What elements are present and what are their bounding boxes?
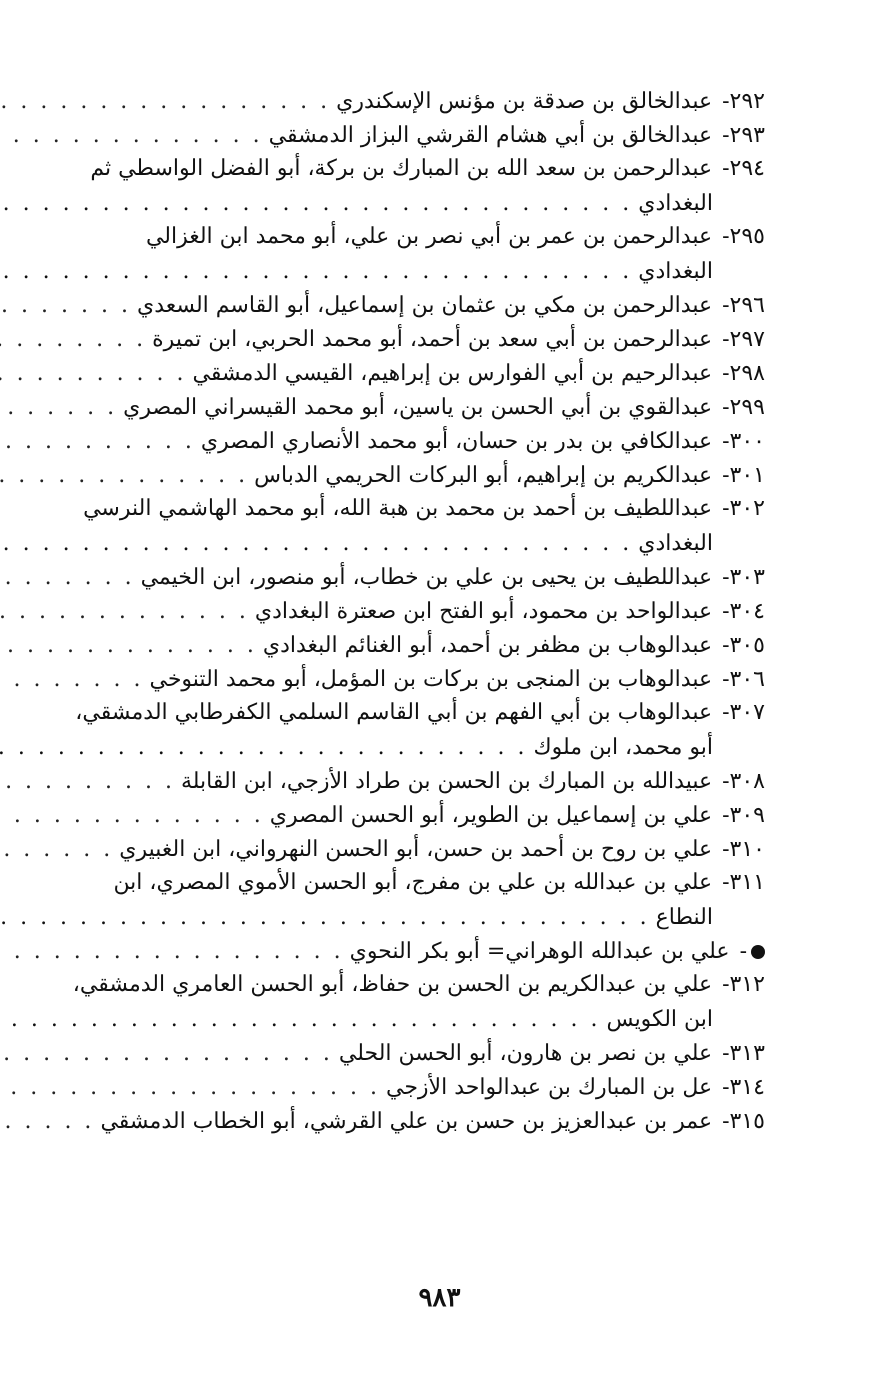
- entry-number: ٢٩٥-: [722, 224, 765, 249]
- entry-title: عبدالقوي بن أبي الحسن بن ياسين، أبو محمد القيسراني المصري: [123, 395, 713, 420]
- toc-entry: [83, 492, 765, 526]
- entry-number: ٣٠٢-: [722, 496, 765, 521]
- toc-entry: [100, 322, 765, 356]
- entry-title: عبيدالله بن المبارك بن الحسن بن طراد الأزجي، ابن القابلة: [180, 769, 713, 794]
- entry-title-continuation: النطاع: [655, 905, 713, 930]
- toc-entry: [100, 220, 765, 254]
- toc-entry: [72, 968, 765, 1002]
- toc-entry: [100, 84, 765, 118]
- leader-dots: [0, 425, 195, 459]
- entry-title: علي بن عبدالله الوهراني= أبو بكر النحوي: [349, 939, 730, 964]
- toc-entry: [100, 118, 765, 152]
- toc-entry: [100, 390, 765, 424]
- leader-dots: [0, 833, 113, 867]
- leader-dots: [0, 799, 264, 833]
- entry-title: عبدالرحمن بن عمر بن أبي نصر بن علي، أبو محمد ابن الغزالي: [145, 224, 713, 249]
- entry-title: علي بن روح بن أحمد بن حسن، أبو الحسن النهرواني، ابن الغبيري: [119, 837, 713, 862]
- toc-entry: [100, 628, 765, 662]
- entry-title: عبدالرحمن بن أبي سعد بن أحمد، أبو محمد الحربي، ابن تميرة: [152, 327, 713, 352]
- entry-title: عبدالكريم بن إبراهيم، أبو البركات الحريمي الدباس: [254, 463, 713, 488]
- entry-title: عبدالكافي بن بدر بن حسان، أبو محمد الأنصاري المصري: [200, 429, 713, 454]
- entry-number: ٣١٣-: [722, 1041, 765, 1066]
- toc-entry-continuation: [100, 254, 765, 288]
- toc-entry-continuation: [100, 526, 765, 560]
- leader-dots: [0, 459, 248, 493]
- toc-entry: [100, 288, 765, 322]
- toc-entry: [100, 1104, 765, 1138]
- toc-entry-continuation: [100, 1002, 765, 1036]
- entry-number: ٣١٠-: [722, 837, 765, 862]
- entry-number: ٣٠٩-: [722, 803, 765, 828]
- entry-number: ٢٩٩-: [722, 395, 765, 420]
- toc-entry-continuation: [100, 900, 765, 934]
- entry-number: ٣٠٤-: [722, 599, 765, 624]
- toc-entry: [100, 832, 765, 866]
- toc-entry: [100, 458, 765, 492]
- entry-title: عبدالرحمن بن مكي بن عثمان بن إسماعيل، أبو القاسم السعدي: [136, 293, 713, 318]
- toc-entry: [100, 1070, 765, 1104]
- leader-dots: [0, 1105, 94, 1139]
- entry-title-continuation: البغدادي: [638, 531, 713, 556]
- toc-entry: [100, 934, 765, 968]
- entry-title: عمر بن عبدالعزيز بن حسن بن علي القرشي، أبو الخطاب الدمشقي: [100, 1109, 713, 1134]
- bullet-icon: [751, 945, 765, 959]
- entry-title: علي بن إسماعيل بن الطوير، أبو الحسن المصري: [269, 803, 713, 828]
- entry-title-continuation: البغدادي: [638, 191, 713, 216]
- toc-entry: [75, 696, 765, 730]
- entry-number: ٣١١-: [722, 870, 765, 895]
- leader-dots: [0, 561, 135, 595]
- toc-entry: [100, 356, 765, 390]
- leader-dots: [0, 663, 143, 697]
- entry-title-continuation: البغدادي: [638, 259, 713, 284]
- toc-entry: [100, 560, 765, 594]
- entry-title: عبداللطيف بن يحيى بن علي بن خطاب، أبو منصور، ابن الخيمي: [140, 565, 713, 590]
- entry-title: علي بن عبدالكريم بن الحسن بن حفاظ، أبو الحسن العامري الدمشقي،: [72, 972, 713, 997]
- entry-number: ٣٠١-: [722, 463, 765, 488]
- leader-dots: [0, 765, 175, 799]
- toc-entry-continuation: [100, 186, 765, 220]
- leader-dots: [0, 255, 632, 289]
- leader-dots: [0, 935, 344, 969]
- entry-title: عل بن المبارك بن عبدالواحد الأزجي: [386, 1075, 713, 1100]
- leader-dots: [0, 901, 650, 935]
- entry-title-continuation: ابن الكويس: [606, 1007, 713, 1032]
- entry-title: علي بن نصر بن هارون، أبو الحسن الحلي: [338, 1041, 713, 1066]
- entry-number: ٢٩٢-: [722, 89, 765, 114]
- entry-number: ٣٠٠-: [722, 429, 765, 454]
- entry-title: عبداللطيف بن أحمد بن محمد بن هبة الله، أبو محمد الهاشمي النرسي: [83, 496, 713, 521]
- entry-number: -: [740, 935, 765, 969]
- leader-dots: [0, 1003, 601, 1037]
- toc-entry: [100, 866, 765, 900]
- entry-number: ٣٠٧-: [722, 700, 765, 725]
- leader-dots: [0, 357, 187, 391]
- entry-title: عبدالرحيم بن أبي الفوارس بن إبراهيم، القيسي الدمشقي: [192, 361, 713, 386]
- page-number: ٩٨٣: [418, 1283, 461, 1313]
- entry-title: عبدالواحد بن محمود، أبو الفتح ابن صعترة البغدادي: [254, 599, 713, 624]
- leader-dots: [0, 119, 263, 153]
- leader-dots: [0, 323, 146, 357]
- entry-number: ٣٠٥-: [722, 633, 765, 658]
- toc-entry: [90, 152, 765, 186]
- leader-dots: [0, 289, 131, 323]
- toc-entry: [100, 662, 765, 696]
- toc-entry: [100, 798, 765, 832]
- entry-number: ٢٩٧-: [722, 327, 765, 352]
- leader-dots: [0, 595, 249, 629]
- entry-number: ٢٩٦-: [722, 293, 765, 318]
- entry-title-continuation: أبو محمد، ابن ملوك: [533, 735, 713, 760]
- entry-title: عبدالرحمن بن سعد الله بن المبارك بن بركة، أبو الفضل الواسطي ثم: [90, 156, 713, 181]
- entry-number: ٢٩٣-: [722, 123, 765, 148]
- entry-title: عبدالوهاب بن مظفر بن أحمد، أبو الغنائم البغدادي: [262, 633, 713, 658]
- entry-title: عبدالخالق بن صدقة بن مؤنس الإسكندري: [336, 89, 713, 114]
- entry-number: ٣٠٦-: [722, 667, 765, 692]
- entry-number: ٣١٤-: [722, 1075, 765, 1100]
- toc-entry: [100, 424, 765, 458]
- leader-dots: [0, 731, 528, 765]
- entry-title: عبدالوهاب بن المنجى بن بركات بن المؤمل، أبو محمد التنوخي: [149, 667, 713, 692]
- toc-entry: [100, 764, 765, 798]
- leader-dots: [0, 391, 117, 425]
- entry-number: ٣١٥-: [722, 1109, 765, 1134]
- entry-title: عبدالخالق بن أبي هشام القرشي البزاز الدمشقي: [268, 123, 713, 148]
- toc-entry: [100, 594, 765, 628]
- table-of-contents: [72, 84, 765, 1138]
- entry-number: ٢٩٤-: [722, 156, 765, 181]
- leader-dots: [0, 527, 632, 561]
- entry-number: ٣٠٣-: [722, 565, 765, 590]
- toc-entry-continuation: [100, 730, 765, 764]
- leader-dots: [0, 629, 257, 663]
- leader-dots: [0, 1071, 380, 1105]
- entry-number: ٣٠٨-: [722, 769, 765, 794]
- leader-dots: [0, 1037, 333, 1071]
- entry-number: ٢٩٨-: [722, 361, 765, 386]
- entry-number: ٣١٢-: [722, 972, 765, 997]
- entry-title: عبدالوهاب بن أبي الفهم بن أبي القاسم السلمي الكفرطابي الدمشقي،: [75, 700, 713, 725]
- toc-entry: [100, 1036, 765, 1070]
- leader-dots: [0, 187, 632, 221]
- leader-dots: [0, 85, 330, 119]
- entry-title: علي بن عبدالله بن علي بن مفرج، أبو الحسن الأموي المصري، ابن: [113, 870, 713, 895]
